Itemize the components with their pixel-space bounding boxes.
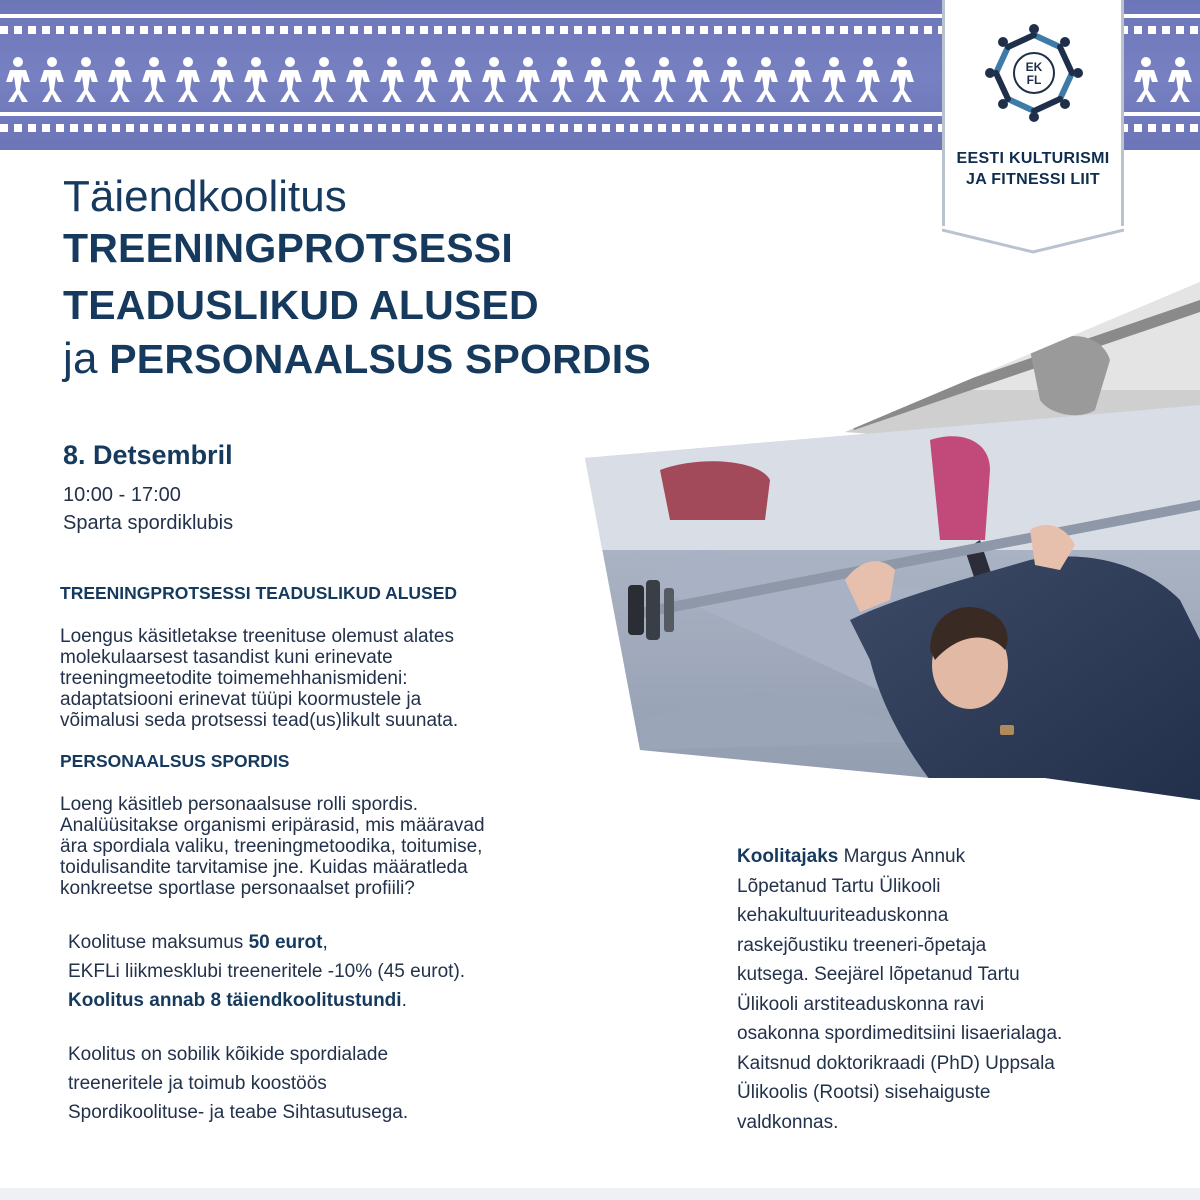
text-line: molekulaarsest tasandist kuni erinevate [60,647,393,668]
text-line: Spordikoolituse- ja teabe Sihtasutusega. [68,1102,409,1123]
title-line-1: TREENINGPROTSESSI [63,225,513,271]
text-line: Ülikoolis (Rootsi) sisehaiguste [737,1082,991,1103]
fee-prefix: Koolituse maksumus [68,932,249,953]
text-line: Koolitus on sobilik kõikide spordialade [68,1044,389,1065]
section-heading-training-process: TREENINGPROTSESSI TEADUSLIKUD ALUSED [60,583,458,603]
text-line: treeneritele ja toimub koostöös [68,1073,327,1094]
text-line: osakonna spordimeditsiini lisaerialaga. [737,1023,1063,1044]
fee-amount: 50 eurot [248,932,323,953]
text-line: valdkonnas. [737,1111,839,1133]
section-text-training-process [60,626,600,731]
event-time: 10:00 - 17:00 [63,484,181,506]
fee-discount: EKFLi liikmesklubi treeneritele -10% (45 eurot). [68,961,466,982]
text-line: Ülikooli arstiteaduskonna ravi [737,993,985,1015]
cooperation-note [68,1040,588,1127]
logo-name-line2: JA FITNESSI LIIT [966,171,1100,188]
event-location: Sparta spordiklubis [63,512,234,534]
fee-info [68,928,608,1015]
training-hours: Koolitus annab 8 täiendkoolitustundi [68,990,402,1011]
text-line: raskejõustiku treeneri-õpetaja [737,934,987,956]
svg-text:FL: FL [1026,73,1042,87]
text-line: kutsega. Seejärel lõpetanud Tartu [737,964,1020,985]
text-line: võimalusi seda protsessi tead(us)likult suunata. [60,710,459,731]
trainer-label: Koolitajaks [737,846,839,867]
photo-fragment-main [580,400,1200,820]
text-line: Lõpetanud Tartu Ülikooli [737,875,941,897]
trainer-bio [737,842,1177,1137]
title-conjunction: ja [63,334,98,383]
course-type-label: Täiendkoolitus [63,172,347,221]
text-line: toidulisandite tarvitamise jne. Kuidas määratleda [60,857,468,878]
logo-name-line1: EESTI KULTURISMI [956,150,1110,167]
text-line: konkreetse sportlase personaalset profiili? [60,878,415,899]
text-line: Analüüsitakse organismi eripärasid, mis määravad [60,815,485,836]
title-line-3-text: PERSONAALSUS SPORDIS [109,336,651,382]
fee-suffix: , [322,932,328,953]
text-line: adaptatsiooni erinevat tüüpi koormustele ja [60,689,422,710]
bottom-edge [0,1188,1200,1200]
text-line: treeningmeetodite toimemehhanismideni: [60,668,408,689]
title-line-2: TEADUSLIKUD ALUSED [63,282,539,328]
trainer-name: Margus Annuk [838,846,966,867]
text-line: ära spordiala valiku, treeningmetoodika, toitumise, [60,836,483,857]
svg-text:EK: EK [1025,60,1043,74]
training-hours-suffix: . [401,990,407,1011]
section-text-personalization [60,794,600,899]
text-line: Loengus käsitletakse treenituse olemust alates [60,626,454,647]
text-line: Loeng käsitleb personaalsuse rolli spordis. [60,794,419,815]
text-line: kehakultuuriteaduskonna [737,905,949,926]
section-heading-personalization: PERSONAALSUS SPORDIS [60,751,290,771]
title-line-3 [63,334,651,384]
text-line: Kaitsnud doktorikraadi (PhD) Uppsala [737,1052,1055,1074]
event-date: 8. Detsembril [63,440,233,470]
